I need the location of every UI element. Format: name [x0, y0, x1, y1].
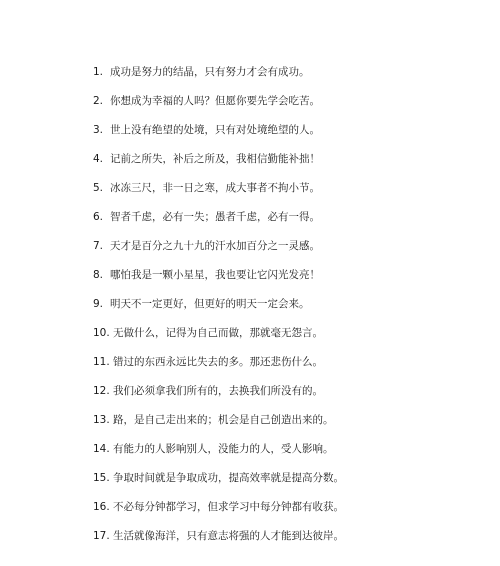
- item-text: 路，是自己走出来的；机会是自己创造出来的。: [113, 414, 334, 426]
- list-item: [0, 178, 500, 207]
- item-text: 有能力的人影响别人，没能力的人，受人影响。: [113, 443, 334, 455]
- item-number: 2.: [93, 95, 104, 107]
- list-item: [0, 236, 500, 265]
- item-number: 6.: [93, 211, 104, 223]
- item-number: 11.: [93, 356, 110, 368]
- item-number: 3.: [93, 124, 104, 136]
- item-number: 1.: [93, 66, 104, 78]
- list-item: [0, 352, 500, 381]
- item-text: 无做什么，记得为自己而做，那就毫无怨言。: [113, 327, 323, 339]
- item-number: 8.: [93, 269, 104, 281]
- item-number: 5.: [93, 182, 104, 194]
- list-item: [0, 323, 500, 352]
- item-text: 冰冻三尺，非一日之寒，成大事者不拘小节。: [110, 182, 320, 194]
- list-item: [0, 62, 500, 91]
- quote-list: [0, 62, 500, 555]
- item-number: 12.: [93, 385, 110, 397]
- item-number: 14.: [93, 443, 110, 455]
- item-number: 10.: [93, 327, 110, 339]
- item-text: 明天不一定更好，但更好的明天一定会来。: [110, 298, 310, 310]
- list-item: [0, 207, 500, 236]
- list-item: [0, 149, 500, 178]
- item-number: 16.: [93, 501, 110, 513]
- item-text: 错过的东西永远比失去的多。那还悲伤什么。: [113, 356, 323, 368]
- item-text: 记前之所失，补后之所及，我相信勤能补拙！: [110, 153, 320, 165]
- item-text: 智者千虑，必有一失；愚者千虑，必有一得。: [110, 211, 320, 223]
- list-item: [0, 497, 500, 526]
- item-number: 15.: [93, 472, 110, 484]
- list-item: [0, 265, 500, 294]
- item-number: 13.: [93, 414, 110, 426]
- list-item: [0, 120, 500, 149]
- item-number: 17.: [93, 530, 110, 542]
- list-item: [0, 381, 500, 410]
- list-item: [0, 294, 500, 323]
- list-item: [0, 439, 500, 468]
- item-text: 不必每分钟都学习，但求学习中每分钟都有收获。: [113, 501, 344, 513]
- item-text: 哪怕我是一颗小星星，我也要让它闪光发亮！: [110, 269, 320, 281]
- list-item: [0, 91, 500, 120]
- item-text: 成功是努力的结晶，只有努力才会有成功。: [110, 66, 310, 78]
- item-text: 生活就像海洋，只有意志将强的人才能到达彼岸。: [113, 530, 344, 542]
- item-text: 你想成为幸福的人吗？但愿你要先学会吃苦。: [110, 95, 320, 107]
- item-text: 世上没有绝望的处境，只有对处境绝望的人。: [110, 124, 320, 136]
- item-number: 4.: [93, 153, 104, 165]
- list-item: [0, 526, 500, 555]
- item-text: 争取时间就是争取成功，提高效率就是提高分数。: [113, 472, 344, 484]
- item-text: 天才是百分之九十九的汗水加百分之一灵感。: [110, 240, 320, 252]
- item-text: 我们必须拿我们所有的，去换我们所没有的。: [113, 385, 323, 397]
- list-item: [0, 468, 500, 497]
- item-number: 9.: [93, 298, 104, 310]
- list-item: [0, 410, 500, 439]
- item-number: 7.: [93, 240, 104, 252]
